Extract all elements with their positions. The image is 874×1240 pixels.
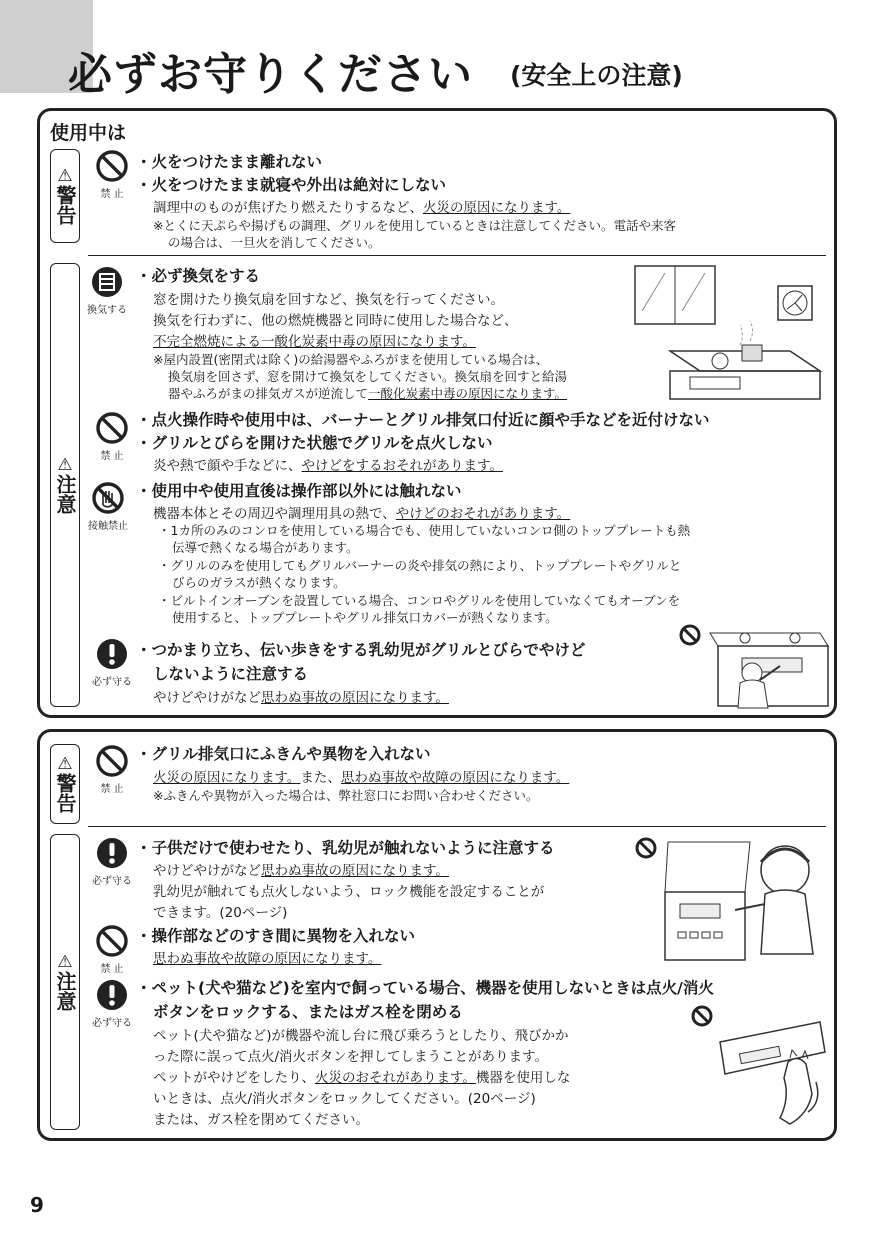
- panel-during-use: [37, 108, 837, 718]
- prohibited-icon: [95, 411, 129, 462]
- prohibited-icon-caption: 禁 止: [100, 451, 124, 462]
- ventilate-note-3: [168, 384, 567, 402]
- touch-bullet-2b: びらのガラスが熱くなります。: [172, 575, 346, 590]
- ventilate-line-3-underline: 不完全燃焼による一酸化炭素中毒の原因になります。: [153, 334, 476, 350]
- ventilate-heading: ・必ず換気をする: [136, 267, 261, 285]
- ventilate-line-3: [153, 330, 476, 350]
- exhaust-note: ※ふきんや異物が入った場合は、弊社窓口にお問い合わせください。: [153, 788, 539, 803]
- prohibited-icon-caption: 禁 止: [100, 784, 124, 795]
- divider: [88, 255, 826, 256]
- touch-bullet-1b: 伝導で熱くなる場合があります。: [172, 540, 359, 555]
- ventilate-note-1: ※屋内設置(密閉式は除く)の給湯器やふろがまを使用している場合は、: [153, 352, 549, 367]
- page-number: 9: [30, 1193, 44, 1217]
- prohibited-icon: [95, 744, 129, 795]
- children-line-1-text: やけどやけがなど: [153, 863, 261, 879]
- touch-bullet-1a: ・1カ所のみのコンロを使用している場合でも、使用していないコンロ側のトッププレートも熱: [158, 523, 691, 538]
- burner-heading-1: ・点火操作時や使用中は、バーナーとグリル排気口付近に顔や手などを近付けない: [136, 411, 710, 429]
- warning-triangle-icon: ⚠: [57, 166, 73, 186]
- touch-body: [153, 502, 570, 522]
- no-touch-icon: [88, 481, 128, 532]
- warning-label-text: 警告: [53, 773, 77, 813]
- touch-bullet-2a: ・グリルのみを使用してもグリルバーナーの炎や排気の熱により、トッププレートやグリルと: [158, 558, 682, 573]
- mandatory-icon-caption: 必ず守る: [92, 876, 132, 887]
- prohibited-icon-caption: 禁 止: [100, 964, 124, 975]
- no-touch-icon-caption: 接触禁止: [88, 521, 128, 532]
- warning-triangle-icon: ⚠: [57, 952, 73, 972]
- pets-heading-1: ・ペット(犬や猫など)を室内で飼っている場合、機器を使用しないときは点火/消火: [136, 979, 714, 997]
- pets-line-2: った際に誤って点火/消火ボタンを押してしまうことがあります。: [153, 1049, 548, 1065]
- warning-note-2: の場合は、一旦火を消してください。: [168, 235, 381, 250]
- mandatory-icon: [92, 978, 132, 1029]
- warning-heading-1: ・火をつけたまま離れない: [136, 153, 323, 171]
- mandatory-icon: [92, 637, 132, 688]
- ventilate-note-2: 換気扇を回さず、窓を開けて換気をしてください。換気扇を回すと給湯: [168, 369, 568, 384]
- touch-body-underline: やけどのおそれがあります。: [395, 506, 571, 522]
- warning-heading-2: ・火をつけたまま就寝や外出は絶対にしない: [136, 176, 447, 194]
- burner-body: [153, 454, 503, 474]
- pets-line-3-tail: 機器を使用しな: [475, 1070, 571, 1086]
- pets-line-3: [153, 1066, 570, 1086]
- ventilation-icon: [87, 265, 127, 316]
- gap-heading: ・操作部などのすき間に異物を入れない: [136, 927, 416, 945]
- warning-label: [50, 744, 80, 824]
- pets-heading-2: ボタンをロックする、またはガス栓を閉める: [153, 1003, 463, 1021]
- pets-line-5: または、ガス栓を閉めてください。: [153, 1112, 369, 1128]
- warning-body: [153, 196, 570, 216]
- children-line-1: [153, 859, 449, 879]
- kitchen-ventilation-illustration: [630, 261, 830, 401]
- mandatory-icon: [92, 836, 132, 887]
- children-line-2: 乳幼児が触れても点火しないよう、ロック機能を設定することが: [153, 884, 545, 900]
- ventilate-line-1: 窓を開けたり換気扇を回すなど、換気を行ってください。: [153, 292, 504, 308]
- pets-line-3-underline: 火災のおそれがあります。: [315, 1070, 476, 1086]
- prohibited-icon: [95, 924, 129, 975]
- warning-triangle-icon: ⚠: [57, 754, 73, 774]
- children-heading: ・子供だけで使わせたり、乳幼児が触れないように注意する: [136, 839, 555, 857]
- page-subtitle: (安全上の注意): [510, 61, 683, 90]
- exhaust-body-text: また、: [300, 770, 341, 786]
- gap-body: [153, 947, 381, 967]
- ventilate-note-3-underline: 一酸化炭素中毒の原因になります。: [368, 386, 568, 401]
- exhaust-heading: ・グリル排気口にふきんや異物を入れない: [136, 745, 431, 763]
- toddler-heading-1: ・つかまり立ち、伝い歩きをする乳幼児がグリルとびらでやけど: [136, 641, 586, 659]
- toddler-grill-illustration: [670, 618, 830, 710]
- toddler-body: [153, 686, 449, 706]
- pets-line-3-text: ペットがやけどをしたり、: [153, 1070, 315, 1086]
- cat-illustration: [690, 1002, 830, 1132]
- prohibited-icon: [95, 149, 129, 200]
- children-line-1-underline: 思わぬ事故の原因になります。: [261, 863, 449, 879]
- caution-label-text: 注意: [53, 474, 77, 514]
- ventilate-note-3-text: 器やふろがまの排気ガスが逆流して: [168, 386, 369, 401]
- ventilate-line-2: 換気を行わずに、他の燃焼機器と同時に使用した場合など、: [153, 313, 518, 329]
- warning-note-1: ※とくに天ぷらや揚げもの調理、グリルを使用しているときは注意してください。電話や来客: [153, 218, 676, 233]
- child-illustration: [630, 832, 830, 962]
- prohibited-icon-caption: 禁 止: [100, 189, 124, 200]
- children-line-3: できます。(20ページ): [153, 905, 288, 921]
- caution-label-text: 注意: [53, 971, 77, 1011]
- panel-header: 使用中は: [50, 122, 127, 144]
- page-title: 必ずお守りください: [68, 49, 473, 100]
- panel-general: [37, 729, 837, 1141]
- touch-bullet-3b: 使用すると、トッププレートやグリル排気口カバーが熱くなります。: [172, 610, 558, 625]
- mandatory-icon-caption: 必ず守る: [92, 1018, 132, 1029]
- toddler-heading-2: しないように注意する: [153, 665, 309, 683]
- toddler-body-text: やけどやけがなど: [153, 690, 261, 706]
- mandatory-icon-caption: 必ず守る: [92, 677, 132, 688]
- divider: [88, 826, 826, 827]
- warning-body-underline: 火災の原因になります。: [423, 200, 571, 216]
- touch-bullet-3a: ・ビルトインオーブンを設置している場合、コンロやグリルを使用していなくてもオーブンを: [158, 593, 681, 608]
- burner-body-underline: やけどをするおそれがあります。: [301, 458, 503, 474]
- exhaust-body-underline-1: 火災の原因になります。: [153, 770, 301, 786]
- gap-body-underline: 思わぬ事故や故障の原因になります。: [153, 951, 382, 967]
- ventilation-icon-caption: 換気する: [87, 305, 127, 316]
- warning-label: [50, 149, 80, 243]
- warning-triangle-icon: ⚠: [57, 455, 73, 475]
- exhaust-body-underline-2: 思わぬ事故や故障の原因になります。: [340, 770, 570, 786]
- burner-heading-2: ・グリルとびらを開けた状態でグリルを点火しない: [136, 434, 493, 452]
- warning-body-text: 調理中のものが焦げたり燃えたりするなど、: [153, 200, 423, 216]
- exhaust-body: [153, 766, 569, 786]
- pets-line-4: いときは、点火/消火ボタンをロックしてください。(20ページ): [153, 1091, 536, 1107]
- toddler-body-underline: 思わぬ事故の原因になります。: [261, 690, 449, 706]
- pets-line-1: ペット(犬や猫など)が機器や流し台に飛び乗ろうとしたり、飛びかか: [153, 1028, 569, 1044]
- burner-body-text: 炎や熱で顔や手などに、: [153, 458, 302, 474]
- caution-label: [50, 263, 80, 707]
- warning-label-text: 警告: [53, 185, 77, 225]
- touch-heading: ・使用中や使用直後は操作部以外には触れない: [136, 482, 462, 500]
- caution-label: [50, 834, 80, 1130]
- touch-body-text: 機器本体とその周辺や調理用具の熱で、: [153, 506, 396, 522]
